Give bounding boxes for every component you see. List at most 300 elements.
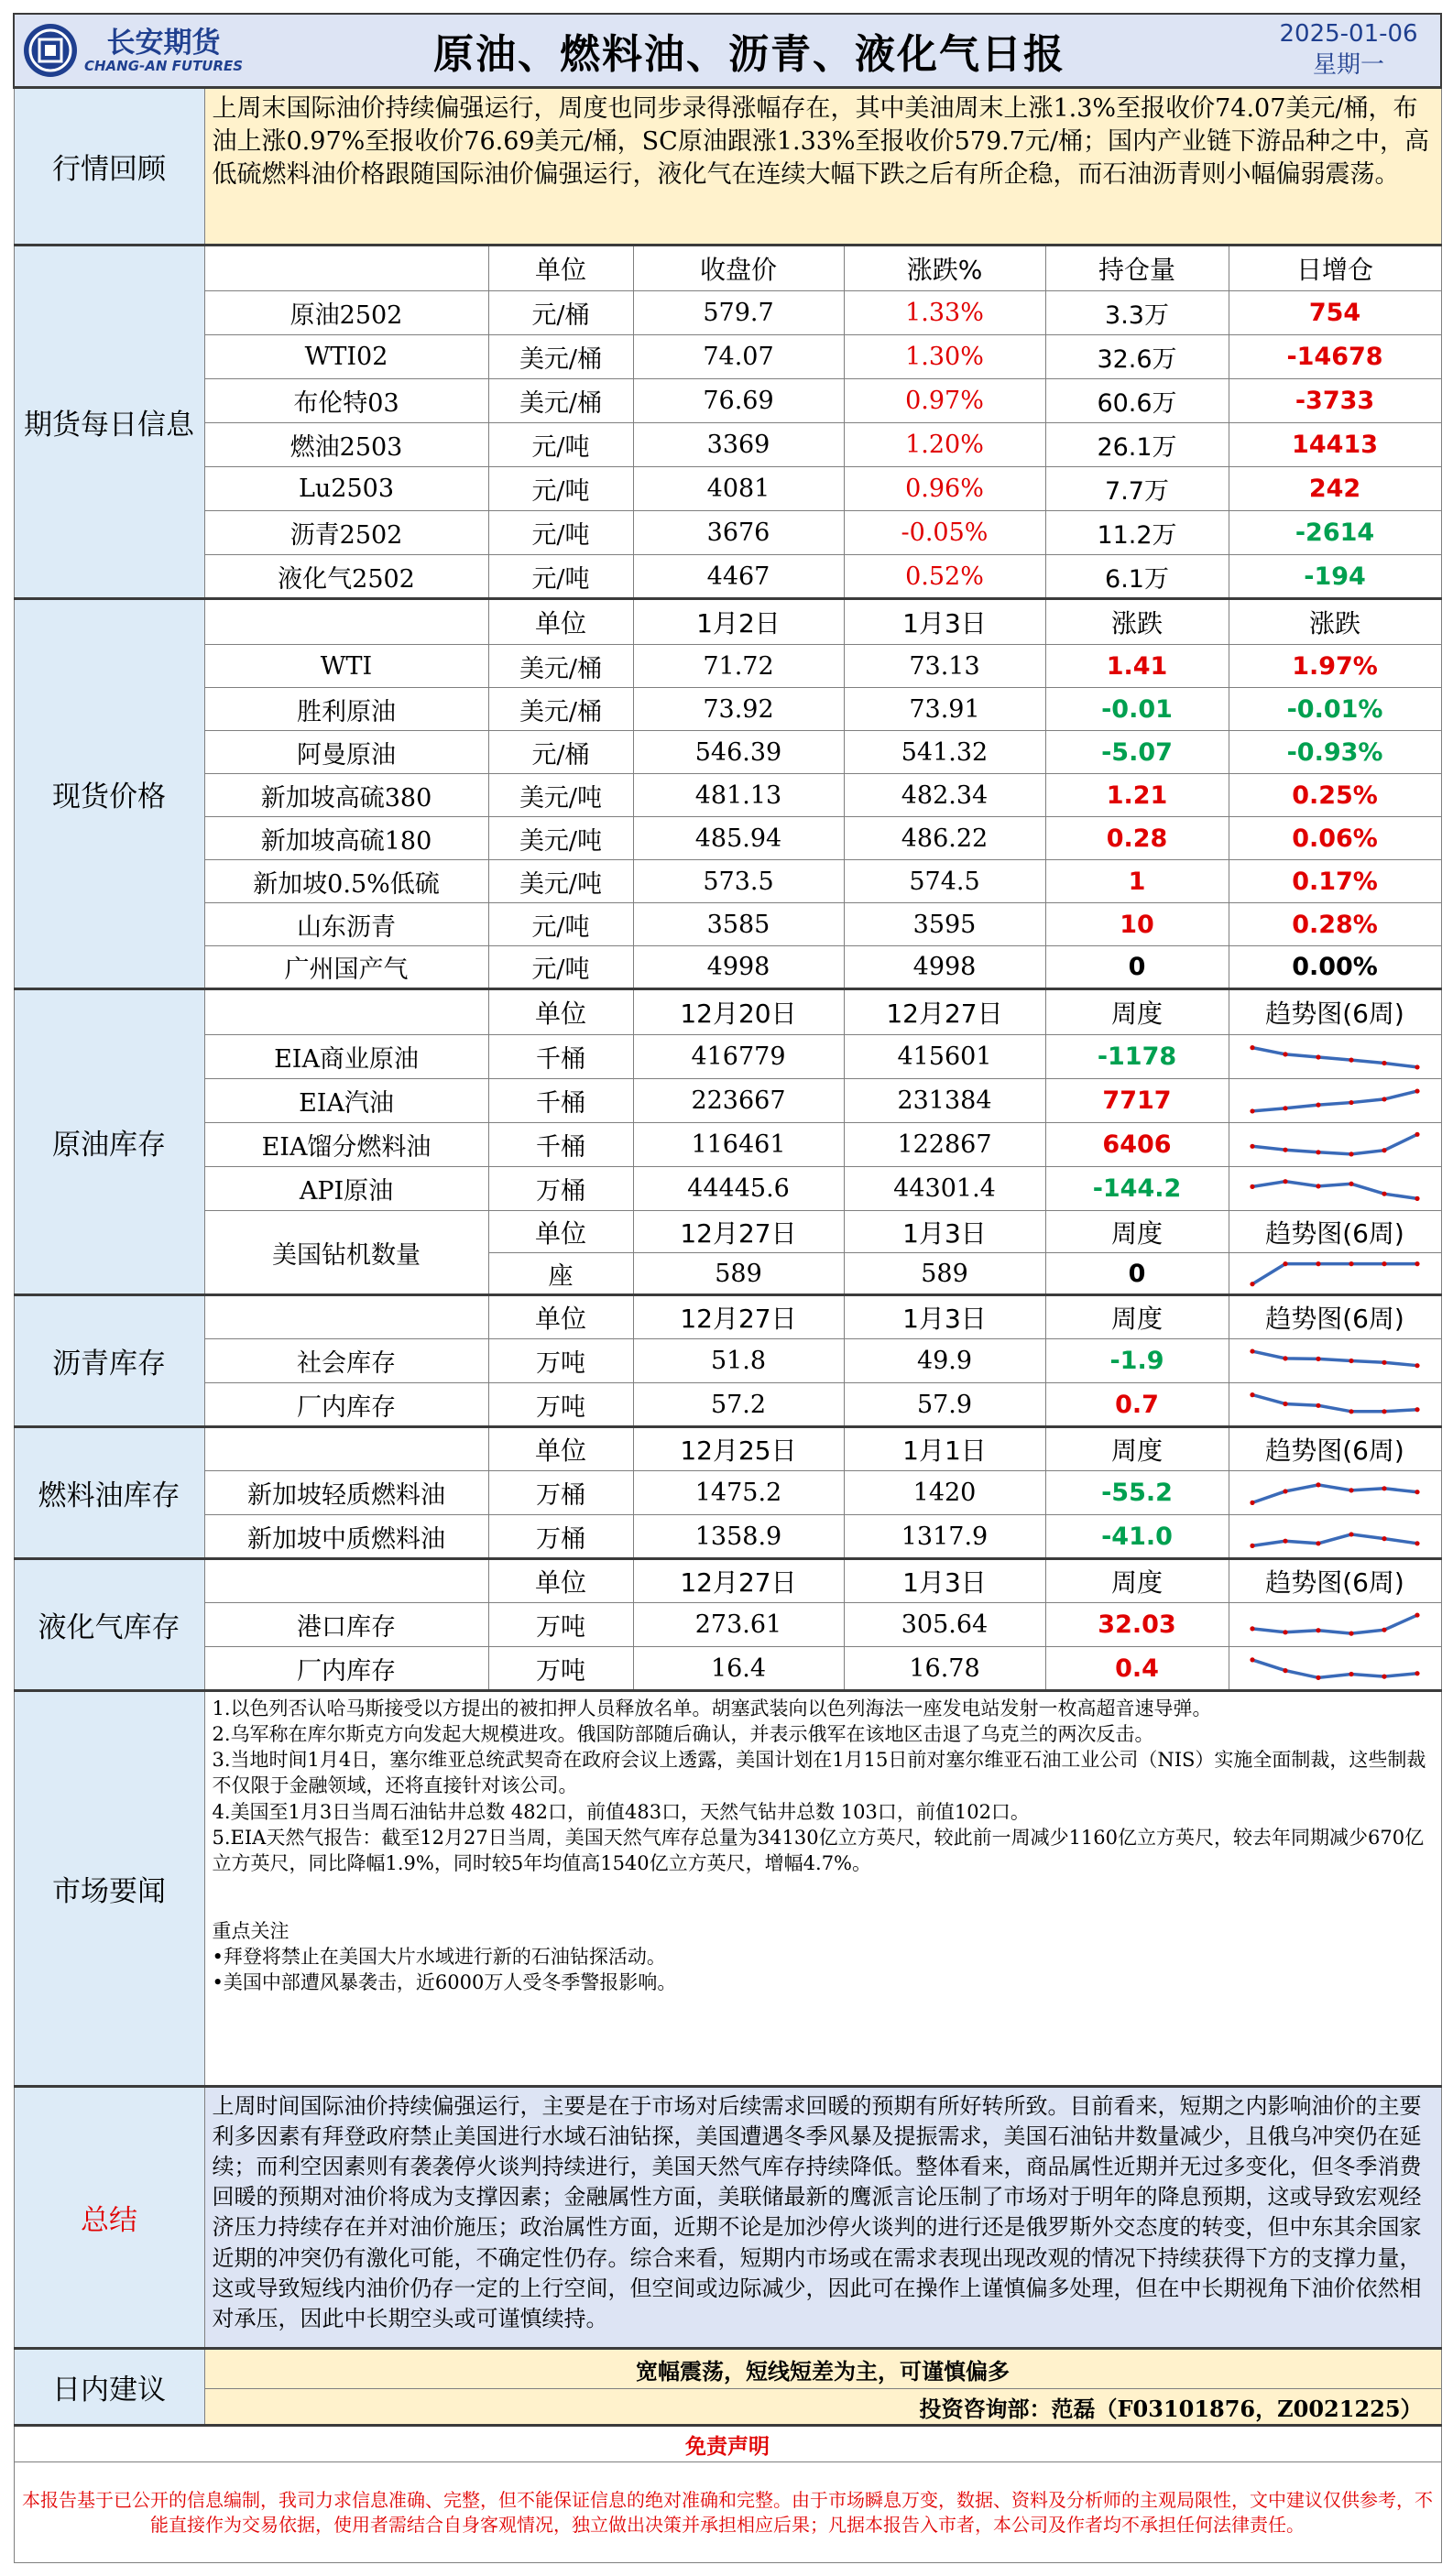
futures-row <box>14 423 1441 467</box>
futures-section <box>14 246 1441 599</box>
trend-point <box>1415 1490 1419 1494</box>
price-day1: 481.13 <box>633 774 844 817</box>
trend-line <box>1252 1484 1417 1502</box>
weekly-change: 0.7 <box>1045 1383 1229 1427</box>
unit: 元/吨 <box>488 467 633 511</box>
column-header: 涨跌% <box>844 246 1045 291</box>
column-header: 1月3日 <box>844 1559 1045 1603</box>
value-latest: 16.78 <box>844 1647 1045 1691</box>
unit: 千桶 <box>488 1035 633 1079</box>
trend-line <box>1252 1134 1417 1154</box>
trend-point <box>1415 1671 1419 1675</box>
focus-title: 重点关注 <box>212 1919 290 1942</box>
trend-point <box>1250 1657 1254 1662</box>
value-prev: 44445.6 <box>633 1167 844 1211</box>
column-header: 周度 <box>1045 989 1229 1035</box>
value-prev: 1358.9 <box>633 1515 844 1559</box>
futures-row <box>14 555 1441 599</box>
column-header: 周度 <box>1045 1211 1229 1253</box>
inventory-row <box>14 1035 1441 1079</box>
inventory-row <box>14 1167 1441 1211</box>
change-pct: 1.20% <box>844 423 1045 467</box>
market-review-text: 上周末国际油价持续偏强运行，周度也同步录得涨幅存在，其中美油周末上涨1.3%至报收价74.07美元/桶，布油上涨0.97%至报收价76.69美元/桶，SC原油跟涨1.33%至报收价579.7元/桶；国内产业链下游品种之中，高低硫燃料油价格跟随国际油价偏强运行，液化气在连续大幅下跌之后有所企稳，而石油沥青则小幅偏弱震荡。 <box>204 88 1441 246</box>
price-day2: 541.32 <box>844 731 1045 774</box>
spot-row <box>14 946 1441 989</box>
change-pct: 0.17% <box>1229 860 1441 903</box>
weekly-change: -41.0 <box>1045 1515 1229 1559</box>
daily-oi-change: 14413 <box>1229 423 1441 467</box>
lpg-inventory-section <box>14 1559 1441 1691</box>
trend-sparkline <box>1248 1257 1422 1290</box>
column-header: 单位 <box>488 1295 633 1339</box>
unit: 元/吨 <box>488 511 633 555</box>
trend-sparkline <box>1248 1041 1422 1074</box>
trend-point <box>1382 1060 1386 1064</box>
trend-sparkline <box>1248 1129 1422 1162</box>
column-header: 1月3日 <box>844 599 1045 645</box>
open-interest: 3.3万 <box>1045 291 1229 335</box>
trend-point <box>1316 1403 1320 1408</box>
price-day2: 482.34 <box>844 774 1045 817</box>
unit: 元/吨 <box>488 423 633 467</box>
futures-row <box>14 379 1441 423</box>
trend-point <box>1415 1407 1419 1412</box>
trend-line <box>1252 1264 1417 1284</box>
trend-point <box>1316 1150 1320 1154</box>
trend-point <box>1349 1409 1353 1414</box>
trend-point <box>1349 1057 1353 1062</box>
value-latest: 49.9 <box>844 1339 1045 1383</box>
value-prev: 16.4 <box>633 1647 844 1691</box>
trend-chart <box>1229 1123 1441 1167</box>
header-blank <box>204 599 488 645</box>
trend-line <box>1252 1534 1417 1545</box>
close-price: 3676 <box>633 511 844 555</box>
unit: 万桶 <box>488 1515 633 1559</box>
trend-point <box>1316 1628 1320 1632</box>
header-blank <box>204 1427 488 1471</box>
trend-point <box>1382 1191 1386 1195</box>
unit: 座 <box>488 1253 633 1295</box>
trend-point <box>1316 1356 1320 1360</box>
inventory-name: 社会库存 <box>204 1339 488 1383</box>
unit: 元/吨 <box>488 946 633 989</box>
spot-row <box>14 860 1441 903</box>
open-interest: 11.2万 <box>1045 511 1229 555</box>
value-prev: 57.2 <box>633 1383 844 1427</box>
trend-point <box>1283 1356 1287 1360</box>
spot-name: WTI <box>204 645 488 688</box>
value-prev: 116461 <box>633 1123 844 1167</box>
value-latest: 122867 <box>844 1123 1045 1167</box>
trend-point <box>1283 1106 1287 1110</box>
close-price: 3369 <box>633 423 844 467</box>
logo-text-cn: 长安期货 <box>106 26 221 60</box>
weekly-change: 6406 <box>1045 1123 1229 1167</box>
price-day2: 574.5 <box>844 860 1045 903</box>
value-prev: 51.8 <box>633 1339 844 1383</box>
unit: 万吨 <box>488 1647 633 1691</box>
column-header: 涨跌 <box>1045 599 1229 645</box>
inventory-name: 新加坡轻质燃料油 <box>204 1471 488 1515</box>
spot-row <box>14 774 1441 817</box>
trend-line <box>1252 1395 1417 1412</box>
column-header: 趋势图(6周) <box>1229 1211 1441 1253</box>
column-header: 趋势图(6周) <box>1229 989 1441 1035</box>
contract-name: WTI02 <box>204 335 488 379</box>
close-price: 74.07 <box>633 335 844 379</box>
open-interest: 26.1万 <box>1045 423 1229 467</box>
price-day2: 3595 <box>844 903 1045 946</box>
change-abs: 0.28 <box>1045 817 1229 860</box>
unit: 美元/吨 <box>488 860 633 903</box>
unit: 万吨 <box>488 1339 633 1383</box>
value-prev: 223667 <box>633 1079 844 1123</box>
value-latest: 415601 <box>844 1035 1045 1079</box>
trend-point <box>1283 1179 1287 1184</box>
focus-item: •美国中部遭风暴袭击，近6000万人受冬季警报影响。 <box>212 1971 677 1994</box>
daily-oi-change: 242 <box>1229 467 1441 511</box>
column-header: 单位 <box>488 1211 633 1253</box>
trend-sparkline <box>1248 1173 1422 1206</box>
daily-oi-change: -14678 <box>1229 335 1441 379</box>
contract-name: 原油2502 <box>204 291 488 335</box>
price-day1: 73.92 <box>633 688 844 731</box>
futures-row <box>14 467 1441 511</box>
section-label-advice: 日内建议 <box>14 2349 204 2426</box>
section-label: 液化气库存 <box>14 1559 204 1691</box>
logo-emblem-icon <box>22 22 79 79</box>
trend-line <box>1252 1091 1417 1111</box>
trend-point <box>1316 1102 1320 1107</box>
trend-point <box>1349 1358 1353 1362</box>
column-header: 涨跌 <box>1229 599 1441 645</box>
inventory-name: API原油 <box>204 1167 488 1211</box>
trend-point <box>1382 1409 1386 1414</box>
trend-sparkline <box>1248 1652 1422 1685</box>
trend-point <box>1316 1482 1320 1487</box>
trend-sparkline <box>1248 1345 1422 1378</box>
trend-chart <box>1229 1603 1441 1647</box>
section-label: 现货价格 <box>14 599 204 989</box>
change-abs: -0.01 <box>1045 688 1229 731</box>
change-pct: -0.05% <box>844 511 1045 555</box>
futures-row <box>14 335 1441 379</box>
spot-row <box>14 645 1441 688</box>
consultant-line: 投资咨询部：范磊（F03101876，Z0021225） <box>204 2389 1441 2426</box>
change-pct: -0.01% <box>1229 688 1441 731</box>
trend-point <box>1382 1359 1386 1364</box>
inventory-row <box>14 1471 1441 1515</box>
trend-sparkline <box>1248 1388 1422 1421</box>
trend-point <box>1250 1544 1254 1548</box>
change-abs: 1.21 <box>1045 774 1229 817</box>
summary-text: 上周时间国际油价持续偏强运行，主要是在于市场对后续需求回暖的预期有所好转所致。目前看来，短期之内影响油价的主要利多因素有拜登政府禁止美国进行水域石油钻探，美国遭遇冬季风暴及提振需求，美国石油钻井数量减少，且俄乌冲突仍在延续；而利空因素则有袭袭停火谈判持续进行，美国天然气库存持续降低。整体看来，商品属性近期并无过多变化，但冬季消费回暖的预期对油价将成为支撑因素；金融属性方面，美联储最新的鹰派言论压制了市场对于明年的降息预期，这或导致宏观经济压力持续存在并对油价施压；政治属性方面，近期不论是加沙停火谈判的进行还是俄罗斯外交态度的转变，但中东其余国家近期的冲突仍有激化可能，不确定性仍存。综合来看，短期内市场或在需求表现出现改观的情况下持续获得下方的支撑力量，这或导致短线内油价仍存一定的上行空间，但空间或边际减少，因此可在操作上谨慎偏多处理，但在中长期视角下油价依然相对承压，因此中长期空头或可谨慎续持。 <box>204 2087 1441 2349</box>
change-pct: 0.25% <box>1229 774 1441 817</box>
column-header: 12月20日 <box>633 989 844 1035</box>
change-abs: 0 <box>1045 946 1229 989</box>
inventory-row <box>14 1647 1441 1691</box>
inventory-name: 厂内库存 <box>204 1383 488 1427</box>
rig-count-name: 美国钻机数量 <box>204 1211 488 1295</box>
weekly-change: 32.03 <box>1045 1603 1229 1647</box>
unit: 万桶 <box>488 1167 633 1211</box>
trend-point <box>1382 1261 1386 1266</box>
trend-sparkline <box>1248 1477 1422 1510</box>
daily-oi-change: -2614 <box>1229 511 1441 555</box>
change-pct: 0.00% <box>1229 946 1441 989</box>
price-day2: 4998 <box>844 946 1045 989</box>
unit: 美元/桶 <box>488 335 633 379</box>
trend-point <box>1415 1131 1419 1136</box>
trend-point <box>1283 1630 1287 1634</box>
inventory-name: EIA商业原油 <box>204 1035 488 1079</box>
contract-name: 燃油2503 <box>204 423 488 467</box>
fuel-oil-inventory-section <box>14 1427 1441 1559</box>
trend-point <box>1349 1152 1353 1156</box>
section-label: 燃料油库存 <box>14 1427 204 1559</box>
trend-point <box>1250 1392 1254 1397</box>
trend-point <box>1250 1282 1254 1286</box>
spot-row <box>14 903 1441 946</box>
trend-chart <box>1229 1079 1441 1123</box>
news-item: 2.乌军称在库尔斯克方向发起大规模进攻。俄国防部随后确认，并表示俄军在该地区击退了乌克兰的两次反击。 <box>212 1723 1154 1746</box>
crude-inventory-section <box>14 989 1441 1295</box>
trend-sparkline <box>1248 1520 1422 1553</box>
column-header: 12月27日 <box>633 1211 844 1253</box>
trend-point <box>1316 1261 1320 1266</box>
unit: 万吨 <box>488 1603 633 1647</box>
column-header: 12月27日 <box>633 1295 844 1339</box>
unit: 千桶 <box>488 1123 633 1167</box>
trend-point <box>1250 1184 1254 1188</box>
value-latest: 589 <box>844 1253 1045 1295</box>
inventory-row <box>14 1123 1441 1167</box>
daily-oi-change: -3733 <box>1229 379 1441 423</box>
column-header: 1月3日 <box>844 1211 1045 1253</box>
trend-point <box>1382 1148 1386 1152</box>
change-pct: 0.97% <box>844 379 1045 423</box>
price-day1: 3585 <box>633 903 844 946</box>
value-prev: 273.61 <box>633 1603 844 1647</box>
report-table <box>13 13 1442 2563</box>
header-blank <box>204 1295 488 1339</box>
trend-point <box>1283 1402 1287 1406</box>
column-header: 12月27日 <box>633 1559 844 1603</box>
trend-point <box>1316 1675 1320 1680</box>
report-weekday: 星期一 <box>1313 51 1385 79</box>
column-header: 周度 <box>1045 1295 1229 1339</box>
section-label-summary: 总结 <box>14 2087 204 2349</box>
column-header: 1月1日 <box>844 1427 1045 1471</box>
column-header: 单位 <box>488 599 633 645</box>
trend-point <box>1283 1489 1287 1493</box>
spot-name: 新加坡高硫380 <box>204 774 488 817</box>
column-header: 周度 <box>1045 1427 1229 1471</box>
spot-name: 广州国产气 <box>204 946 488 989</box>
inventory-row <box>14 1515 1441 1559</box>
value-prev: 1475.2 <box>633 1471 844 1515</box>
value-latest: 1317.9 <box>844 1515 1045 1559</box>
change-pct: 1.30% <box>844 335 1045 379</box>
change-pct: 0.28% <box>1229 903 1441 946</box>
trend-point <box>1415 1064 1419 1069</box>
unit: 美元/吨 <box>488 774 633 817</box>
contract-name: 液化气2502 <box>204 555 488 599</box>
price-day2: 73.13 <box>844 645 1045 688</box>
value-latest: 305.64 <box>844 1603 1045 1647</box>
trend-point <box>1250 1143 1254 1148</box>
trend-point <box>1382 1627 1386 1632</box>
trend-chart <box>1229 1035 1441 1079</box>
price-day1: 485.94 <box>633 817 844 860</box>
unit: 元/吨 <box>488 555 633 599</box>
spot-section <box>14 599 1441 989</box>
trend-sparkline <box>1248 1085 1422 1118</box>
trend-line <box>1252 1660 1417 1678</box>
change-pct: -0.93% <box>1229 731 1441 774</box>
header-blank <box>204 246 488 291</box>
spot-name: 胜利原油 <box>204 688 488 731</box>
spot-name: 阿曼原油 <box>204 731 488 774</box>
open-interest: 60.6万 <box>1045 379 1229 423</box>
logo-text-en: CHANG-AN FUTURES <box>84 57 244 74</box>
column-header: 12月27日 <box>844 989 1045 1035</box>
price-day1: 4998 <box>633 946 844 989</box>
trend-point <box>1382 1675 1386 1679</box>
news-item: 3.当地时间1月4日，塞尔维亚总统武契奇在政府会议上透露，美国计划在1月15日前对塞尔维亚石油工业公司（NIS）实施全面制裁，这些制裁不仅限于金融领域，还将直接针对该公司。 <box>212 1749 1426 1797</box>
trend-point <box>1283 1668 1287 1673</box>
unit: 美元/桶 <box>488 688 633 731</box>
column-header: 单位 <box>488 1559 633 1603</box>
column-header: 1月3日 <box>844 1295 1045 1339</box>
column-header: 收盘价 <box>633 246 844 291</box>
value-latest: 44301.4 <box>844 1167 1045 1211</box>
unit: 万吨 <box>488 1383 633 1427</box>
inventory-row <box>14 1603 1441 1647</box>
open-interest: 6.1万 <box>1045 555 1229 599</box>
change-pct: 0.52% <box>844 555 1045 599</box>
column-header: 趋势图(6周) <box>1229 1295 1441 1339</box>
trend-point <box>1415 1195 1419 1200</box>
trend-point <box>1349 1181 1353 1185</box>
section-label: 原油库存 <box>14 989 204 1295</box>
report-date: 2025-01-06 <box>1279 20 1418 49</box>
trend-point <box>1382 1536 1386 1541</box>
weekly-change: -55.2 <box>1045 1471 1229 1515</box>
price-day1: 71.72 <box>633 645 844 688</box>
trend-point <box>1349 1261 1353 1266</box>
trend-chart <box>1229 1383 1441 1427</box>
trend-line <box>1252 1615 1417 1633</box>
column-header: 单位 <box>488 1427 633 1471</box>
trend-point <box>1250 1626 1254 1631</box>
trend-point <box>1349 1099 1353 1104</box>
open-interest: 32.6万 <box>1045 335 1229 379</box>
trend-point <box>1316 1184 1320 1188</box>
trend-point <box>1250 1500 1254 1504</box>
trend-point <box>1283 1539 1287 1544</box>
trend-point <box>1382 1486 1386 1490</box>
inventory-row <box>14 1339 1441 1383</box>
spot-row <box>14 817 1441 860</box>
weekly-change: -144.2 <box>1045 1167 1229 1211</box>
asphalt-inventory-section <box>14 1295 1441 1427</box>
focus-item: •拜登将禁止在美国大片水域进行新的石油钻探活动。 <box>212 1946 666 1968</box>
trend-point <box>1415 1363 1419 1368</box>
inventory-name: 港口库存 <box>204 1603 488 1647</box>
trend-point <box>1415 1541 1419 1545</box>
column-header: 持仓量 <box>1045 246 1229 291</box>
trend-point <box>1316 1541 1320 1545</box>
inventory-name: 厂内库存 <box>204 1647 488 1691</box>
change-pct: 1.33% <box>844 291 1045 335</box>
daily-report <box>13 13 1440 2563</box>
value-prev: 416779 <box>633 1035 844 1079</box>
open-interest: 7.7万 <box>1045 467 1229 511</box>
trend-chart <box>1229 1253 1441 1295</box>
value-latest: 57.9 <box>844 1383 1045 1427</box>
trend-point <box>1349 1631 1353 1635</box>
trend-point <box>1283 1147 1287 1152</box>
column-header: 单位 <box>488 989 633 1035</box>
weekly-change: 7717 <box>1045 1079 1229 1123</box>
change-pct: 0.96% <box>844 467 1045 511</box>
weekly-change: 0.4 <box>1045 1647 1229 1691</box>
daily-oi-change: -194 <box>1229 555 1441 599</box>
trend-point <box>1349 1672 1353 1676</box>
close-price: 4467 <box>633 555 844 599</box>
trend-chart <box>1229 1471 1441 1515</box>
close-price: 4081 <box>633 467 844 511</box>
weekly-change: 0 <box>1045 1253 1229 1295</box>
change-pct: 0.06% <box>1229 817 1441 860</box>
close-price: 76.69 <box>633 379 844 423</box>
price-day1: 573.5 <box>633 860 844 903</box>
column-header: 单位 <box>488 246 633 291</box>
unit: 万桶 <box>488 1471 633 1515</box>
header-blank <box>204 1559 488 1603</box>
section-label-news: 市场要闻 <box>14 1691 204 2087</box>
trend-point <box>1349 1532 1353 1536</box>
contract-name: Lu2503 <box>204 467 488 511</box>
report-header <box>14 14 1441 88</box>
inventory-name: 新加坡中质燃料油 <box>204 1515 488 1559</box>
weekly-change: -1.9 <box>1045 1339 1229 1383</box>
news-item: 1.以色列否认哈马斯接受以方提出的被扣押人员释放名单。胡塞武装向以色列海法一座发电站发射一枚高超音速导弹。 <box>212 1697 1212 1719</box>
trend-point <box>1250 1108 1254 1113</box>
column-header: 1月2日 <box>633 599 844 645</box>
trend-point <box>1415 1612 1419 1617</box>
unit: 元/桶 <box>488 731 633 774</box>
change-abs: -5.07 <box>1045 731 1229 774</box>
trend-point <box>1250 1348 1254 1353</box>
trend-chart <box>1229 1515 1441 1559</box>
value-latest: 231384 <box>844 1079 1045 1123</box>
trend-point <box>1415 1261 1419 1266</box>
company-logo <box>15 22 269 79</box>
trend-point <box>1283 1261 1287 1266</box>
price-day1: 546.39 <box>633 731 844 774</box>
inventory-row <box>14 1383 1441 1427</box>
section-label-market-review: 行情回顾 <box>14 88 204 246</box>
spot-name: 新加坡高硫180 <box>204 817 488 860</box>
trend-point <box>1250 1045 1254 1050</box>
value-prev: 589 <box>633 1253 844 1295</box>
advice-text: 宽幅震荡，短线短差为主，可谨慎偏多 <box>204 2349 1441 2389</box>
price-day2: 486.22 <box>844 817 1045 860</box>
disclaimer-title: 免责声明 <box>14 2426 1441 2462</box>
